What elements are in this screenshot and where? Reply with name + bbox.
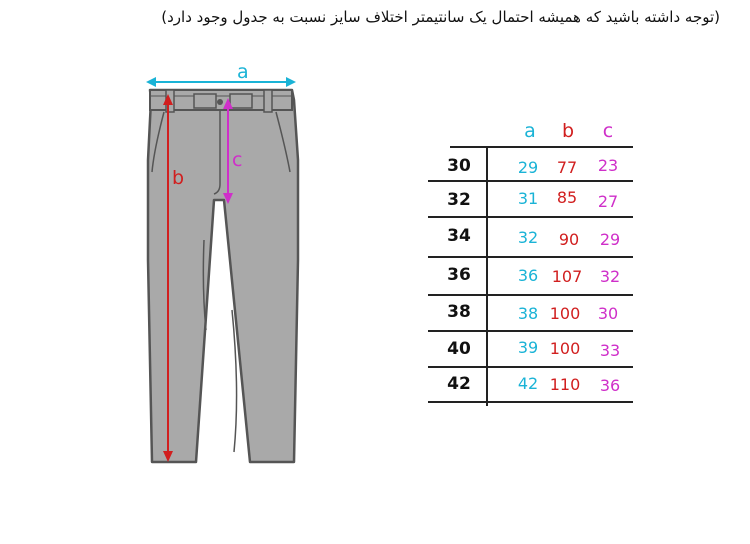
table-row [428, 368, 633, 404]
measure-a-label: a [237, 61, 249, 83]
value-a-cell: 42 [517, 374, 539, 393]
value-c-cell: 36 [599, 376, 621, 395]
column-header-c: c [602, 120, 614, 142]
table-row [428, 148, 633, 184]
measure-a-arrow [146, 77, 296, 87]
value-b-cell: 77 [556, 158, 578, 177]
value-a-cell: 39 [517, 338, 539, 357]
value-b-cell: 85 [556, 188, 578, 207]
value-c-cell: 33 [599, 341, 621, 360]
value-c-cell: 32 [599, 267, 621, 286]
value-b-cell: 100 [549, 304, 581, 323]
value-a-cell: 29 [517, 158, 539, 177]
column-header-b: b [561, 120, 575, 142]
value-a-cell: 36 [517, 266, 539, 285]
value-c-cell: 27 [597, 192, 619, 211]
value-c-cell: 23 [597, 156, 619, 175]
size-disclaimer-note: (توجه داشته باشید که همیشه احتمال یک سانتیمتر اختلاف سایز نسبت به جدول وجود دارد) [161, 8, 720, 26]
pants-illustration [148, 90, 298, 462]
table-row [428, 332, 633, 368]
size-chart-table [428, 118, 633, 408]
column-header-a: a [524, 120, 536, 142]
value-a-cell: 32 [517, 228, 539, 247]
value-b-cell: 107 [551, 267, 583, 286]
value-b-cell: 110 [549, 375, 581, 394]
pants-measurement-diagram [140, 60, 310, 470]
table-row [428, 296, 633, 332]
size-cell: 30 [447, 156, 471, 176]
size-cell: 36 [447, 265, 471, 285]
size-cell: 38 [447, 302, 471, 322]
size-cell: 40 [447, 339, 471, 359]
value-c-cell: 29 [599, 230, 621, 249]
measure-b-label: b [172, 167, 185, 189]
value-a-cell: 38 [517, 304, 539, 323]
value-c-cell: 30 [597, 304, 619, 323]
value-b-cell: 90 [558, 230, 580, 249]
value-b-cell: 100 [549, 339, 581, 358]
table-row [428, 218, 633, 254]
size-cell: 42 [447, 374, 471, 394]
value-a-cell: 31 [517, 189, 539, 208]
measure-c-label: c [232, 149, 243, 171]
size-cell: 32 [447, 190, 471, 210]
table-row [428, 182, 633, 218]
size-cell: 34 [447, 226, 471, 246]
table-row [428, 258, 633, 294]
